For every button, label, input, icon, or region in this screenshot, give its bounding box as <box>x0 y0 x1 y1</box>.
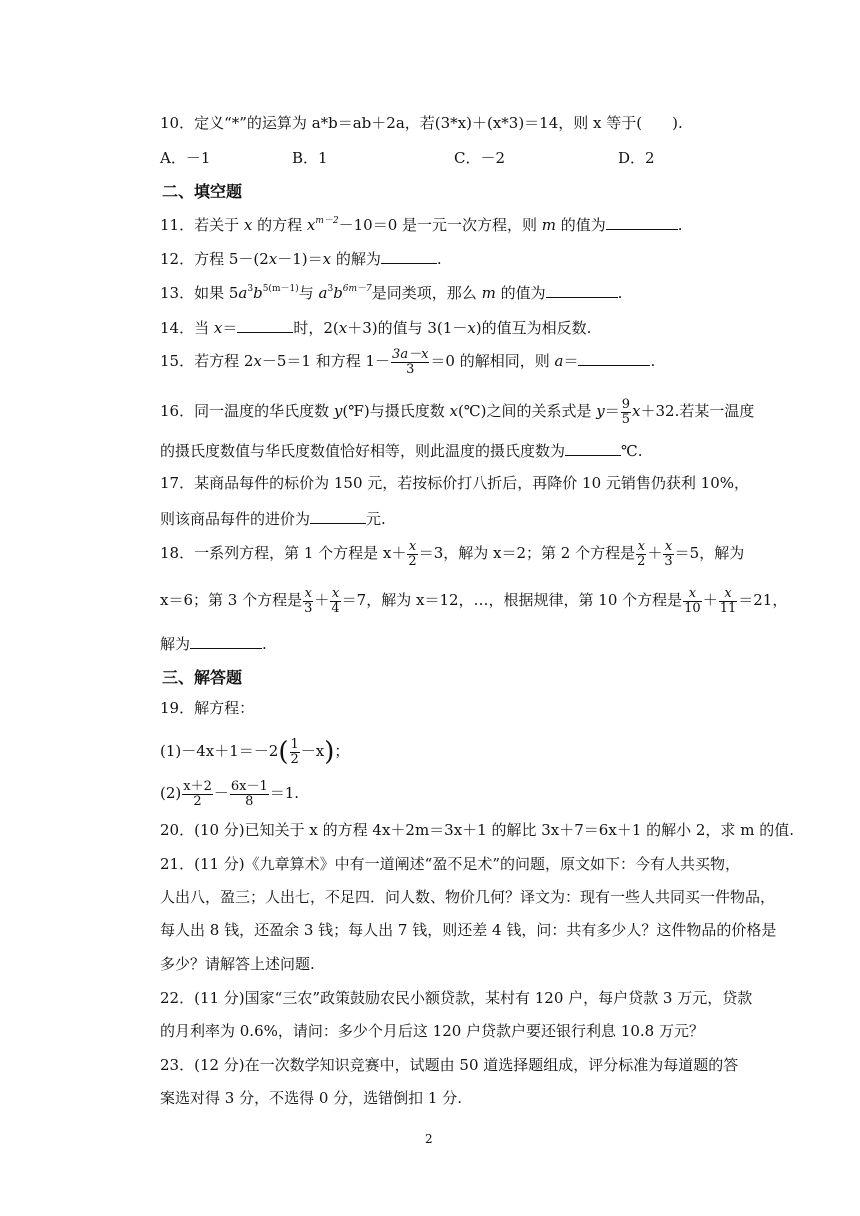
q12-text: 的解为 <box>331 250 381 268</box>
question-17-line-1: 17．某商品每件的标价为 150 元，若按标价打八折后，再降价 10 元销售仍获利 10%， <box>160 474 749 492</box>
q19-text: (1)－4x＋1＝－2 <box>160 742 279 761</box>
q15-var: x <box>253 352 262 371</box>
page-number: 2 <box>425 1132 433 1146</box>
fraction-numerator: 6x－1 <box>230 779 268 794</box>
q11-var: x <box>243 216 253 234</box>
q18-fraction <box>407 540 417 568</box>
q17-text: 元. <box>366 510 386 528</box>
question-15 <box>160 348 655 376</box>
q16-var: y <box>596 402 605 421</box>
section-heading-solve: 三、解答题 <box>162 668 243 687</box>
q18-text: ＝5，解为 <box>674 544 745 563</box>
q18-fraction <box>303 587 313 615</box>
q14-text: 时，2( <box>293 319 339 337</box>
question-14 <box>160 317 591 337</box>
fraction-numerator: x＋2 <box>183 779 212 794</box>
section-heading-fill-in: 二、填空题 <box>162 182 243 201</box>
q14-text: ＋3)的值与 3(1－ <box>347 319 468 337</box>
fraction-denominator: 2 <box>408 553 417 569</box>
q16-var: y <box>333 402 343 421</box>
q18-text: . <box>262 635 267 653</box>
q18-fraction <box>719 587 738 615</box>
answer-blank <box>190 633 262 649</box>
fraction-denominator: 10 <box>684 600 701 616</box>
q15-text: ＝ <box>563 352 579 371</box>
q15-text: 15．若方程 2 <box>160 352 254 371</box>
q19-text: －x <box>300 742 325 761</box>
q18-text: ＋ <box>702 591 718 610</box>
q14-text: )的值互为相反数. <box>475 319 592 337</box>
fraction-denominator: 4 <box>331 600 340 616</box>
fraction-numerator: x <box>683 587 702 602</box>
question-18-line-1 <box>160 540 744 568</box>
question-13 <box>160 282 622 302</box>
answer-blank <box>310 508 366 524</box>
q12-text: 12．方程 5－(2 <box>160 250 269 268</box>
fraction-numerator: x <box>637 539 645 554</box>
q18-text: ＝21， <box>738 591 788 610</box>
q12-text: . <box>436 250 442 268</box>
question-11 <box>160 214 683 234</box>
q19-text: (2) <box>160 784 182 803</box>
q15-text: －5＝1 和方程 1－ <box>261 352 391 371</box>
q14-var: x <box>338 319 348 337</box>
question-20: 20．(10 分)已知关于 x 的方程 4x＋2m＝3x＋1 的解比 3x＋7＝6x＋1 的解小 2，求 m 的值. <box>160 821 794 839</box>
question-21-line-2: 人出八，盈三；人出七，不足四．问人数、物价几何？译文为：现有一些人共同买一件物品， <box>160 888 776 906</box>
q15-var: a <box>554 352 564 371</box>
question-21-line-3: 每人出 8 钱，还盈余 3 钱；每人出 7 钱，则还差 4 钱，问：共有多少人？这件物品的价格是 <box>160 921 777 939</box>
question-18-line-3 <box>160 633 267 653</box>
q18-text: ＋ <box>647 544 663 563</box>
q18-text: 18．一系列方程，第 1 个方程是 x＋ <box>160 544 407 563</box>
answer-blank <box>381 248 437 264</box>
q16-text: ＝ <box>604 402 620 421</box>
question-21-line-1: 21．(11 分)《九章算术》中有一道阐述“盈不足术”的问题，原文如下：今有人共买物， <box>160 855 740 873</box>
q12-var: x <box>322 250 332 268</box>
q18-text: ＋ <box>314 591 330 610</box>
question-10-stem: 10．定义“*”的运算为 a*b＝ab＋2a，若(3*x)＋(x*3)＝14，则 x 等于( ). <box>160 114 683 132</box>
answer-blank <box>546 282 618 298</box>
q10-option-c: C．－2 <box>454 149 506 167</box>
answer-blank <box>578 350 650 366</box>
left-paren: ( <box>278 737 289 768</box>
q11-text: －10＝0 是一元一次方程，则 <box>338 216 542 234</box>
fraction-denominator: 2 <box>193 793 202 809</box>
question-22-line-2: 的月利率为 0.6%，请问：多少个月后这 120 户贷款户要还银行利息 10.8 万元？ <box>160 1022 704 1040</box>
q14-text: 14．当 <box>160 319 214 337</box>
q15-text: . <box>650 352 656 371</box>
q14-var: x <box>467 319 476 337</box>
fraction-denominator: 11 <box>719 600 737 616</box>
q18-fraction <box>663 540 673 568</box>
q18-text: ＝7，解为 x＝12，…，根据规律，第 10 个方程是 <box>341 591 683 610</box>
answer-blank <box>565 440 621 456</box>
right-paren: ) <box>324 737 335 768</box>
q17-text: 则该商品每件的进价为 <box>160 510 311 528</box>
q16-text: ℃. <box>621 442 643 460</box>
question-19-part-1 <box>160 738 349 766</box>
question-23-line-1: 23．(12 分)在一次数学知识竞赛中，试题由 50 道选择题组成，评分标准为每道题的答 <box>160 1056 739 1074</box>
q18-fraction <box>636 540 646 568</box>
fraction-numerator: 1 <box>290 737 299 752</box>
question-23-line-2: 案选对得 3 分，不选得 0 分，选错倒扣 1 分. <box>160 1089 463 1107</box>
question-16-line-2 <box>160 440 643 460</box>
question-17-line-2 <box>160 508 386 528</box>
fraction-numerator: x <box>664 539 673 554</box>
q13-text: . <box>617 284 623 302</box>
q13-exponent: 6m－7 <box>342 284 372 294</box>
q13-text: 的值为 <box>495 284 546 302</box>
fraction-denominator: 3 <box>406 361 415 377</box>
q19-fraction <box>230 780 269 808</box>
q15-text: ＝0 的解相同，则 <box>430 352 555 371</box>
q13-exponent: 5(m－1) <box>262 284 299 294</box>
fraction-numerator: 3a－x <box>392 347 429 362</box>
q19-fraction <box>182 780 213 808</box>
fraction-numerator: x <box>719 587 738 602</box>
q16-text: ＋32.若某一温度 <box>640 402 755 421</box>
q11-var: m <box>541 216 557 234</box>
fraction-denominator: 3 <box>304 600 313 616</box>
q13-text: 与 <box>298 284 319 302</box>
q11-text: 的方程 <box>252 216 307 234</box>
q18-fraction <box>683 587 702 615</box>
q11-text: 的值为 <box>556 216 606 234</box>
q14-text: ＝ <box>222 319 238 337</box>
q13-text: 13．如果 5 <box>160 284 239 302</box>
answer-blank <box>237 317 293 333</box>
question-12 <box>160 248 442 268</box>
q11-text: 11．若关于 <box>160 216 244 234</box>
q18-fraction <box>330 587 340 615</box>
q13-exponent: 3 <box>327 284 334 294</box>
q11-exponent: m－2 <box>315 216 339 226</box>
question-19-title: 19．解方程： <box>160 699 255 717</box>
question-16-line-1 <box>160 398 754 426</box>
answer-blank <box>606 214 678 230</box>
q13-var: m <box>481 284 496 302</box>
fraction-denominator: 8 <box>245 793 254 809</box>
q16-text: (℃)之间的关系式是 <box>458 402 597 421</box>
q15-fraction <box>391 348 429 376</box>
q19-text: ； <box>334 742 350 761</box>
fraction-numerator: x <box>331 586 340 601</box>
q13-var: b <box>333 284 343 302</box>
fraction-denominator: 3 <box>664 553 673 569</box>
q16-var: x <box>632 402 641 421</box>
q18-text: 解为 <box>160 635 191 653</box>
q10-option-d: D．2 <box>618 149 655 167</box>
question-21-line-4: 多少？请解答上述问题. <box>160 955 315 973</box>
fraction-numerator: 9 <box>621 397 631 412</box>
question-19-part-2 <box>160 780 299 808</box>
fraction-numerator: x <box>304 586 312 601</box>
q13-var: b <box>253 284 263 302</box>
q19-fraction <box>290 738 300 766</box>
question-18-line-2 <box>160 587 787 615</box>
fraction-denominator: 2 <box>290 751 299 767</box>
q12-text: －1)＝ <box>277 250 323 268</box>
q18-text: x＝6；第 3 个方程是 <box>160 591 303 610</box>
q13-text: 是同类项，那么 <box>371 284 482 302</box>
fraction-numerator: x <box>408 539 417 554</box>
fraction-denominator: 2 <box>637 553 646 569</box>
q10-option-a: A．－1 <box>160 149 211 167</box>
fraction-denominator: 5 <box>621 411 631 427</box>
q19-text: － <box>213 784 229 803</box>
q18-text: ＝3，解为 x＝2；第 2 个方程是 <box>418 544 636 563</box>
q14-var: x <box>213 319 223 337</box>
q16-fraction <box>621 398 631 426</box>
question-22-line-1: 22．(11 分)国家“三农”政策鼓励农民小额贷款，某村有 120 户，每户贷款 3 万元，贷款 <box>160 989 753 1007</box>
q13-var: a <box>238 284 248 302</box>
q11-text: . <box>677 216 683 234</box>
q16-text: 的摄氏度数值与华氏度数值恰好相等，则此温度的摄氏度数为 <box>160 442 566 460</box>
q11-var: x <box>306 216 316 234</box>
q19-text: ＝1. <box>269 784 300 803</box>
q16-text: 16．同一温度的华氏度数 <box>160 402 334 421</box>
q13-exponent: 3 <box>247 284 254 294</box>
q16-text: (℉)与摄氏度数 <box>342 402 450 421</box>
q16-var: x <box>449 402 458 421</box>
q10-option-b: B．1 <box>292 149 328 167</box>
q13-var: a <box>318 284 328 302</box>
q12-var: x <box>268 250 278 268</box>
